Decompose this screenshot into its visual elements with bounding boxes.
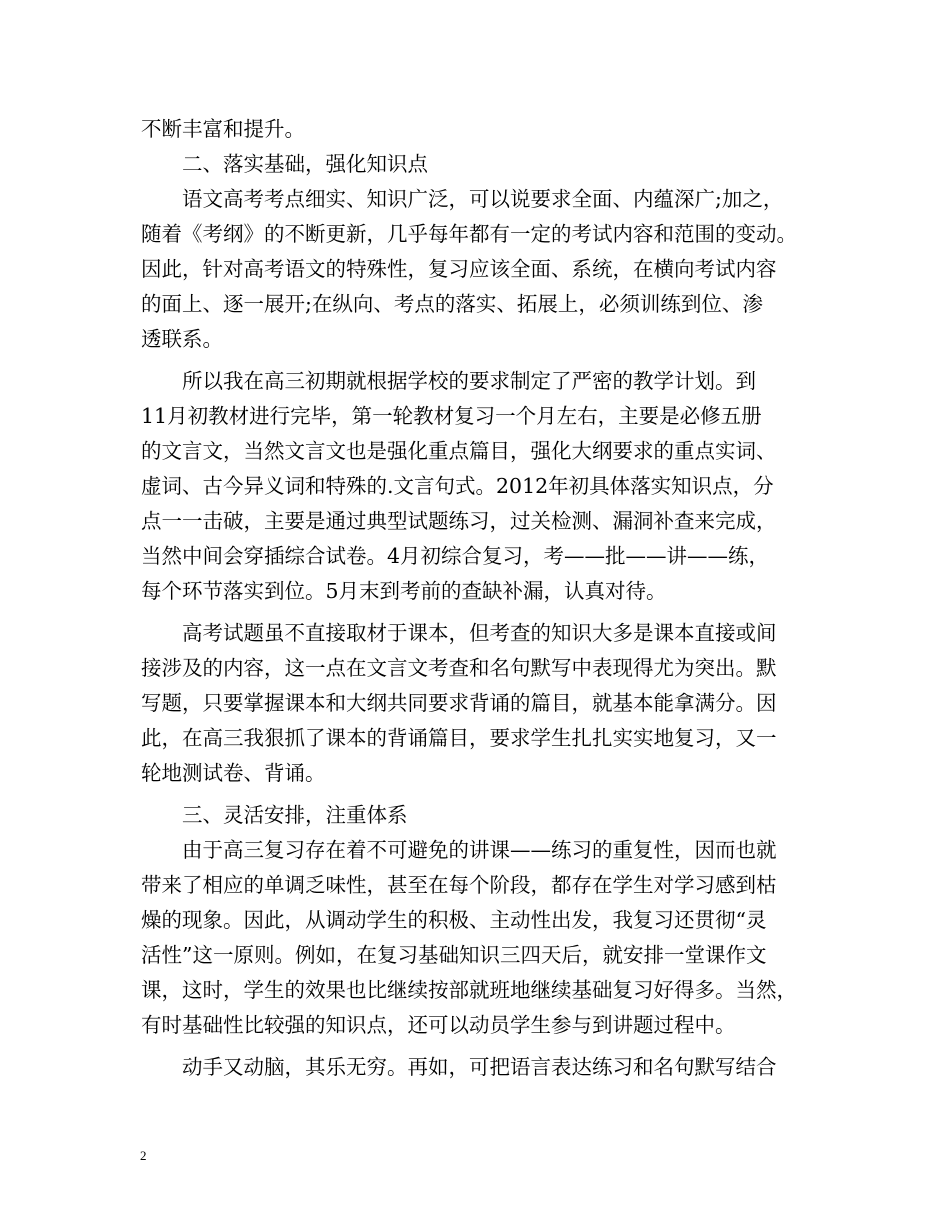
page-number: 2 xyxy=(140,1148,147,1163)
text-line: 不断丰富和提升。 xyxy=(141,117,305,141)
text-line: 接涉及的内容，这一点在文言文考查和名句默写中表现得尤为突出。默 xyxy=(141,656,777,680)
text-line: 的文言文，当然文言文也是强化重点篇目，强化大纲要求的重点实词、 xyxy=(141,439,777,463)
text-line: 高考试题虽不直接取材于课本，但考查的知识大多是课本直接或间 xyxy=(141,621,777,645)
text-line: 透联系。 xyxy=(141,327,223,351)
text-line: 由于高三复习存在着不可避免的讲课——练习的重复性，因而也就 xyxy=(141,838,777,862)
text-line: 动手又动脑，其乐无穷。再如，可把语言表达练习和名句默写结合 xyxy=(141,1055,777,1079)
text-line: 燥的现象。因此，从调动学生的积极、主动性出发，我复习还贯彻“灵 xyxy=(141,908,767,932)
text-line: 当然中间会穿插综合试卷。4月初综合复习，考——批——讲——练， xyxy=(141,544,770,568)
text-line: 因此，针对高考语文的特殊性，复习应该全面、系统，在横向考试内容 xyxy=(141,257,777,281)
text-line: 轮地测试卷、背诵。 xyxy=(141,761,326,785)
section-heading: 二、落实基础，强化知识点 xyxy=(141,152,428,176)
text-line: 随着《考纲》的不断更新，几乎每年都有一定的考试内容和范围的变动。 xyxy=(141,222,797,246)
section-heading: 三、灵活安排，注重体系 xyxy=(141,803,408,827)
text-line: 11月初教材进行完毕，第一轮教材复习一个月左右，主要是必修五册 xyxy=(141,404,762,428)
text-line: 每个环节落实到位。5月末到考前的查缺补漏，认真对待。 xyxy=(141,579,667,603)
text-line: 课，这时，学生的效果也比继续按部就班地继续基础复习好得多。当然， xyxy=(141,978,797,1002)
text-line: 点一一击破，主要是通过典型试题练习，过关检测、漏洞补查来完成， xyxy=(141,509,777,533)
text-line: 所以我在高三初期就根据学校的要求制定了严密的教学计划。到 xyxy=(141,369,756,393)
text-line: 写题，只要掌握课本和大纲共同要求背诵的篇目，就基本能拿满分。因 xyxy=(141,691,777,715)
text-line: 活性”这一原则。例如，在复习基础知识三四天后，就安排一堂课作文 xyxy=(141,943,767,967)
text-line: 虚词、古今异义词和特殊的.文言句式。2012年初具体落实知识点，分 xyxy=(141,474,774,498)
text-line: 有时基础性比较强的知识点，还可以动员学生参与到讲题过程中。 xyxy=(141,1013,736,1037)
text-line: 此，在高三我狠抓了课本的背诵篇目，要求学生扎扎实实地复习，又一 xyxy=(141,726,777,750)
text-line: 的面上、逐一展开;在纵向、考点的落实、拓展上，必须训练到位、渗 xyxy=(141,292,763,316)
text-line: 语文高考考点细实、知识广泛，可以说要求全面、内蕴深广;加之， xyxy=(141,187,784,211)
text-line: 带来了相应的单调乏味性，甚至在每个阶段，都存在学生对学习感到枯 xyxy=(141,873,777,897)
